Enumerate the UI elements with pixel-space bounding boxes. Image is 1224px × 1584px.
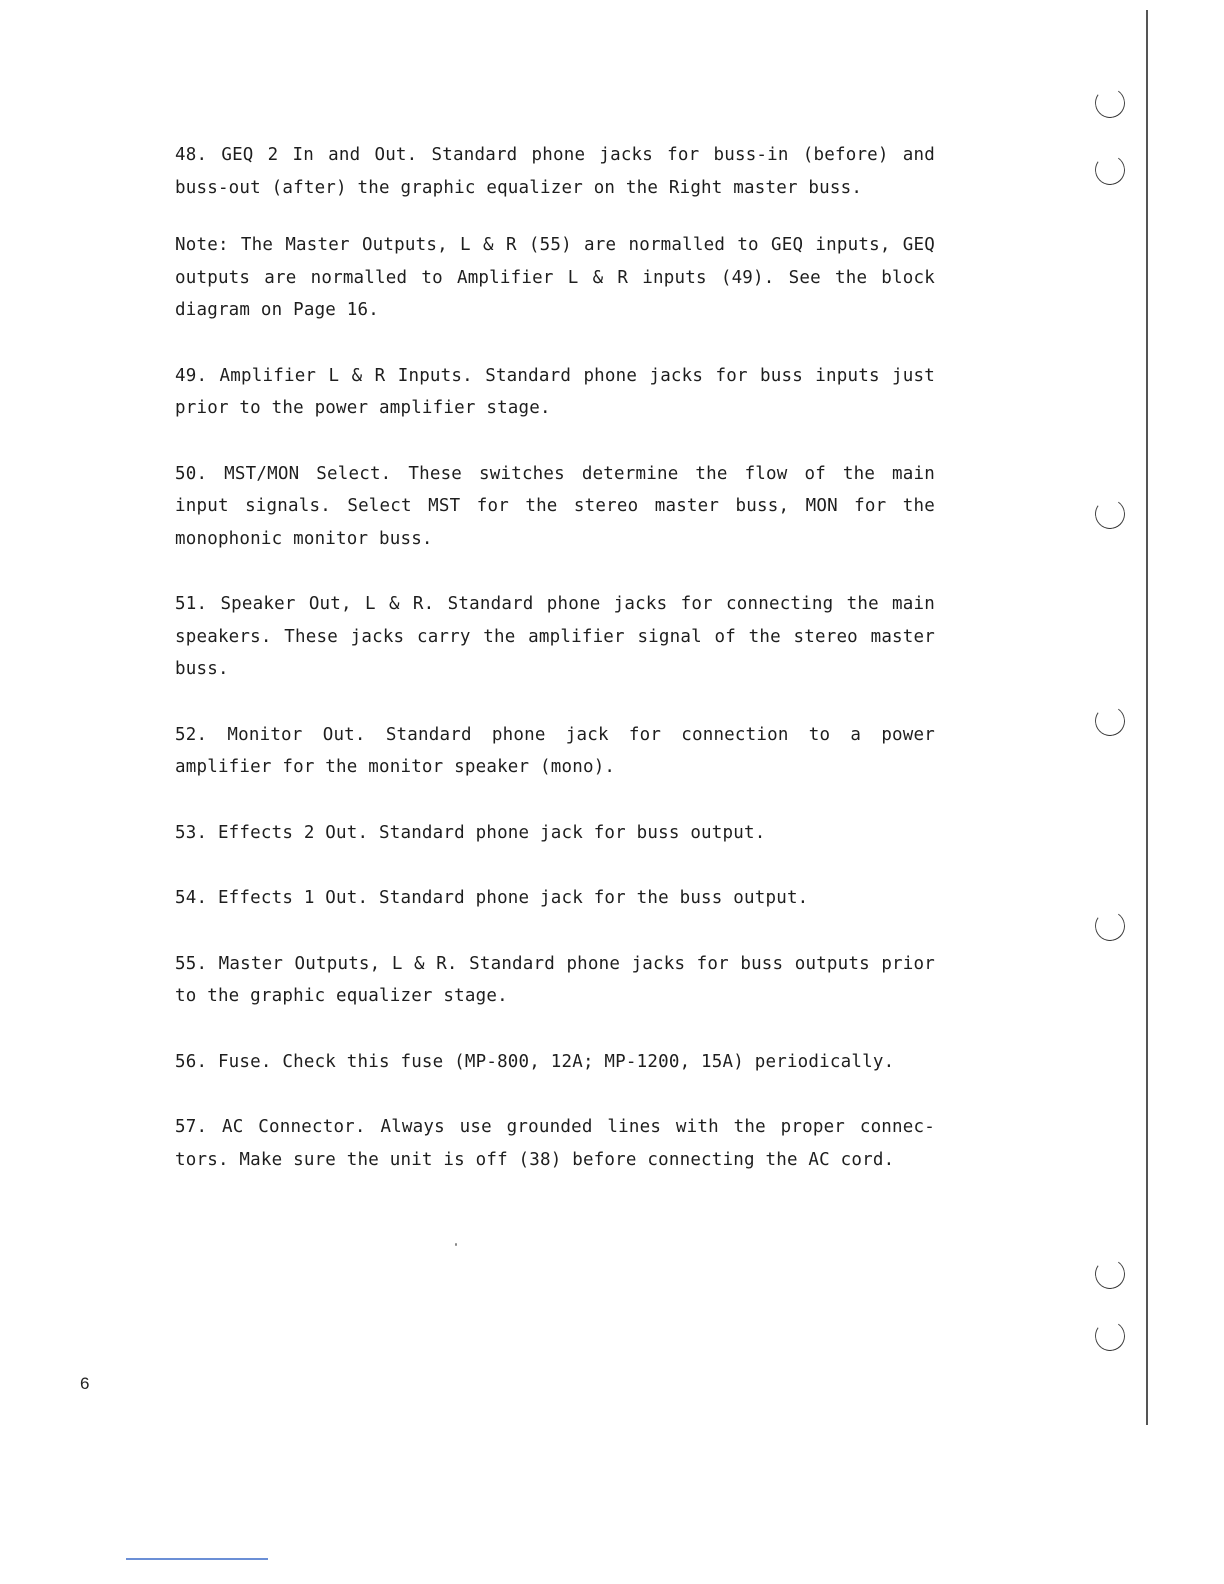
binder-margin-line xyxy=(1146,10,1148,1425)
item-52-monitor-out: 52. Monitor Out. Standard phone jack for connection to a power amplifier for the monitor speaker (mono). xyxy=(175,724,935,777)
item-56-fuse: 56. Fuse. Check this fuse (MP-800, 12A; MP-1200, 15A) periodically. xyxy=(175,1051,895,1072)
page-number: 6 xyxy=(80,1374,90,1393)
binder-hole-icon xyxy=(1093,1319,1128,1354)
binder-hole-icon xyxy=(1093,1257,1128,1292)
item-55-master-outputs: 55. Master Outputs, L & R. Standard phone jacks for buss outputs prior to the graphic equalizer stage. xyxy=(175,953,935,1006)
binder-hole-icon xyxy=(1093,497,1128,532)
item-53-effects-2-out: 53. Effects 2 Out. Standard phone jack for buss output. xyxy=(175,822,766,843)
body-text xyxy=(175,139,935,1176)
binder-hole-icon xyxy=(1093,909,1128,944)
item-57-ac-connector: 57. AC Connector. Always use grounded lines with the proper connec- tors. Make sure the unit is off (38) before connecting the AC cord. xyxy=(175,1117,935,1170)
scan-speck xyxy=(455,1243,457,1246)
footer-rule xyxy=(126,1558,268,1560)
item-51-speaker-out: 51. Speaker Out, L & R. Standard phone jacks for connecting the main speakers. These jacks carry the amplifier signal of the stereo master buss. xyxy=(175,594,935,679)
note-normalled-outputs: Note: The Master Outputs, L & R (55) are normalled to GEQ inputs, GEQ outputs are normalled to Amplifier L & R inputs (49). See the block diagram on Page 16. xyxy=(175,235,935,320)
binder-hole-icon xyxy=(1093,86,1128,121)
binder-hole-icon xyxy=(1093,704,1128,739)
item-50-mst-mon-select: 50. MST/MON Select. These switches determine the flow of the main input signals. Select MST for the stereo master buss, MON for the monophonic monitor buss. xyxy=(175,463,935,549)
item-54-effects-1-out: 54. Effects 1 Out. Standard phone jack for the buss output. xyxy=(175,888,809,908)
item-48-geq2-in-out: 48. GEQ 2 In and Out. Standard phone jacks for buss-in (before) and buss-out (after) the graphic equalizer on the Right master buss. xyxy=(175,145,935,198)
binder-hole-icon xyxy=(1093,153,1128,188)
item-49-amplifier-inputs: 49. Amplifier L & R Inputs. Standard phone jacks for buss inputs just prior to the power amplifier stage. xyxy=(175,365,935,418)
